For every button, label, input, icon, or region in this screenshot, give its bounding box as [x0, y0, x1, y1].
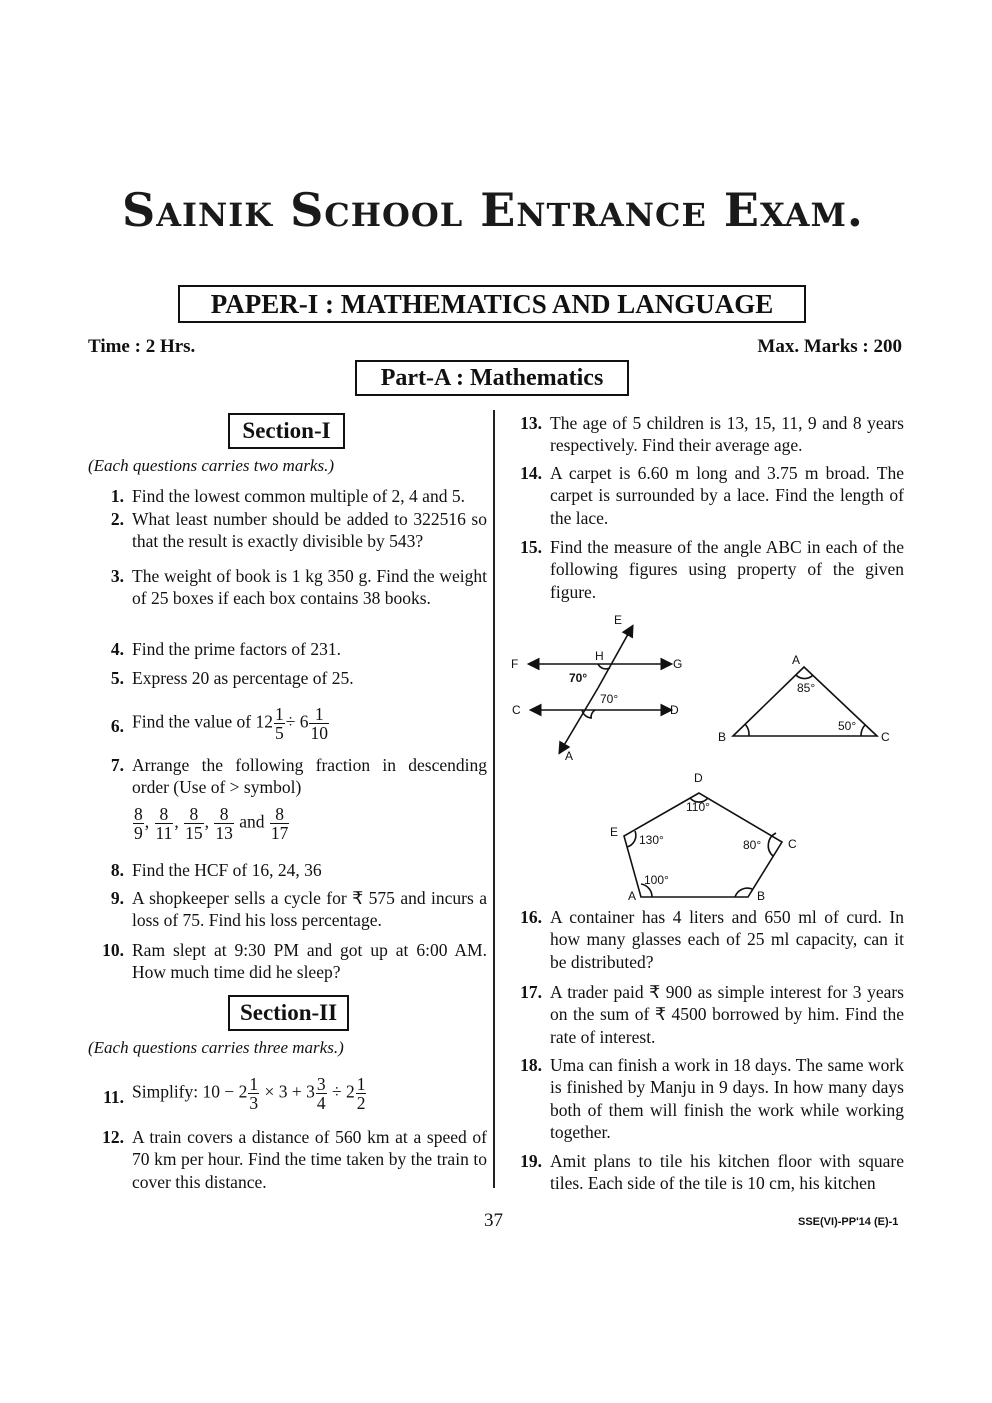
fraction: $\frac{1}{10}$ [310, 704, 328, 743]
svg-text:E: E [614, 613, 623, 627]
part-heading: Part-A : Mathematics [355, 360, 629, 396]
svg-text:A: A [565, 749, 574, 763]
svg-text:A: A [628, 889, 637, 903]
question-17: 17. A trader paid ₹ 900 as simple interest for 3 years on the sum of ₹ 4500 borrowed by him. Find the rate of interest. [520, 982, 904, 1047]
svg-text:B: B [757, 889, 766, 903]
svg-text:E: E [610, 825, 619, 839]
svg-text:100°: 100° [644, 873, 669, 887]
paper-title: PAPER-I : MATHEMATICS AND LANGUAGE [178, 285, 806, 323]
question-1: 1. Find the lowest common multiple of 2, 4 and 5. [110, 486, 465, 506]
question-14: 14. A carpet is 6.60 m long and 3.75 m broad. The carpet is surrounded by a lace. Find the length of the lace. [520, 463, 904, 528]
question-12: 12. A train covers a distance of 560 km at a speed of 70 km per hour. Find the time taken by the train to cover this distance. [102, 1127, 487, 1192]
svg-text:110°: 110° [686, 800, 710, 814]
question-15: 15. Find the measure of the angle ABC in each of the following figures using property of the given figure. [520, 537, 904, 602]
question-10: 10. Ram slept at 9:30 PM and got up at 6:00 AM. How much time did he sleep? [102, 940, 487, 983]
question-6: 6. Find the value of 12 $\frac{1}{5}$ ÷ 6 $\frac{1}{10}$ [110, 704, 328, 743]
svg-text:G: G [673, 657, 683, 671]
paper-code: SSE(VI)-PP'14 (E)-1 [798, 1216, 899, 1228]
time-label: Time : 2 Hrs. [88, 336, 196, 357]
section-1-heading: Section-I [228, 413, 345, 449]
question-2: 2. What least number should be added to 322516 so that the result is exactly divisible by 543? [110, 509, 487, 552]
fraction: $\frac{1}{5}$ [274, 704, 284, 743]
question-9: 9. A shopkeeper sells a cycle for ₹ 575 and incurs a loss of 75. Find his loss percentage. [110, 888, 487, 931]
question-13: 13. The age of 5 children is 13, 15, 11, 9 and 8 years respectively. Find their average age. [520, 413, 904, 456]
svg-text:B: B [718, 730, 727, 744]
page-number: 37 [484, 1210, 503, 1231]
question-16: 16. A container has 4 liters and 650 ml of curd. In how many glasses each of 25 ml capacity, can it be distributed? [520, 907, 904, 972]
svg-text:130°: 130° [639, 833, 664, 847]
svg-text:H: H [595, 649, 604, 663]
max-marks-label: Max. Marks : 200 [757, 336, 902, 357]
svg-text:85°: 85° [797, 681, 816, 695]
question-3: 3. The weight of book is 1 kg 350 g. Find the weight of 25 boxes if each box contains 38 books. [110, 566, 487, 609]
svg-text:70°: 70° [600, 692, 619, 706]
question-7: 7. Arrange the following fraction in descending order (Use of > symbol) $\frac{8}{9}$ , $\frac{8}{11}$ , $\frac{8}{15}$ , $\frac{8}{13}$ and $\frac{8}{17}$ [110, 755, 487, 843]
svg-text:F: F [511, 657, 519, 671]
svg-text:C: C [512, 703, 521, 717]
svg-text:70°: 70° [569, 671, 588, 685]
question-5: 5. Express 20 as percentage of 25. [110, 668, 354, 688]
parallel-lines-figure [530, 627, 670, 752]
svg-text:A: A [792, 653, 801, 667]
svg-text:D: D [670, 703, 679, 717]
section-2-note: (Each questions carries three marks.) [88, 1038, 344, 1057]
svg-text:C: C [788, 837, 797, 851]
svg-text:80°: 80° [743, 838, 762, 852]
fraction-list: $\frac{8}{9}$ , $\frac{8}{11}$ , $\frac{8}{15}$ , $\frac{8}{13}$ and $\frac{8}{17}$ [134, 803, 289, 843]
question-4: 4. Find the prime factors of 231. [110, 639, 341, 659]
section-1-note: (Each questions carries two marks.) [88, 456, 335, 475]
question-18: 18. Uma can finish a work in 18 days. The same work is finished by Manju in 9 days. In how many days both of them will finish the work while working together. [520, 1055, 904, 1143]
svg-text:50°: 50° [838, 719, 857, 733]
svg-text:D: D [694, 771, 703, 785]
question-19: 19. Amit plans to tile his kitchen floor with square tiles. Each side of the tile is 10 cm, his kitchen [520, 1151, 904, 1194]
section-2-heading: Section-II [228, 995, 349, 1031]
question-11: 11. Simplify: 10 − 2 $\frac{1}{3}$ × 3 + 3 $\frac{3}{4}$ ÷ 2 $\frac{1}{2}$ [103, 1074, 366, 1113]
question-8: 8. Find the HCF of 16, 24, 36 [110, 860, 322, 880]
svg-text:C: C [881, 730, 890, 744]
exam-title: Sainik School Entrance Exam. [122, 183, 864, 237]
